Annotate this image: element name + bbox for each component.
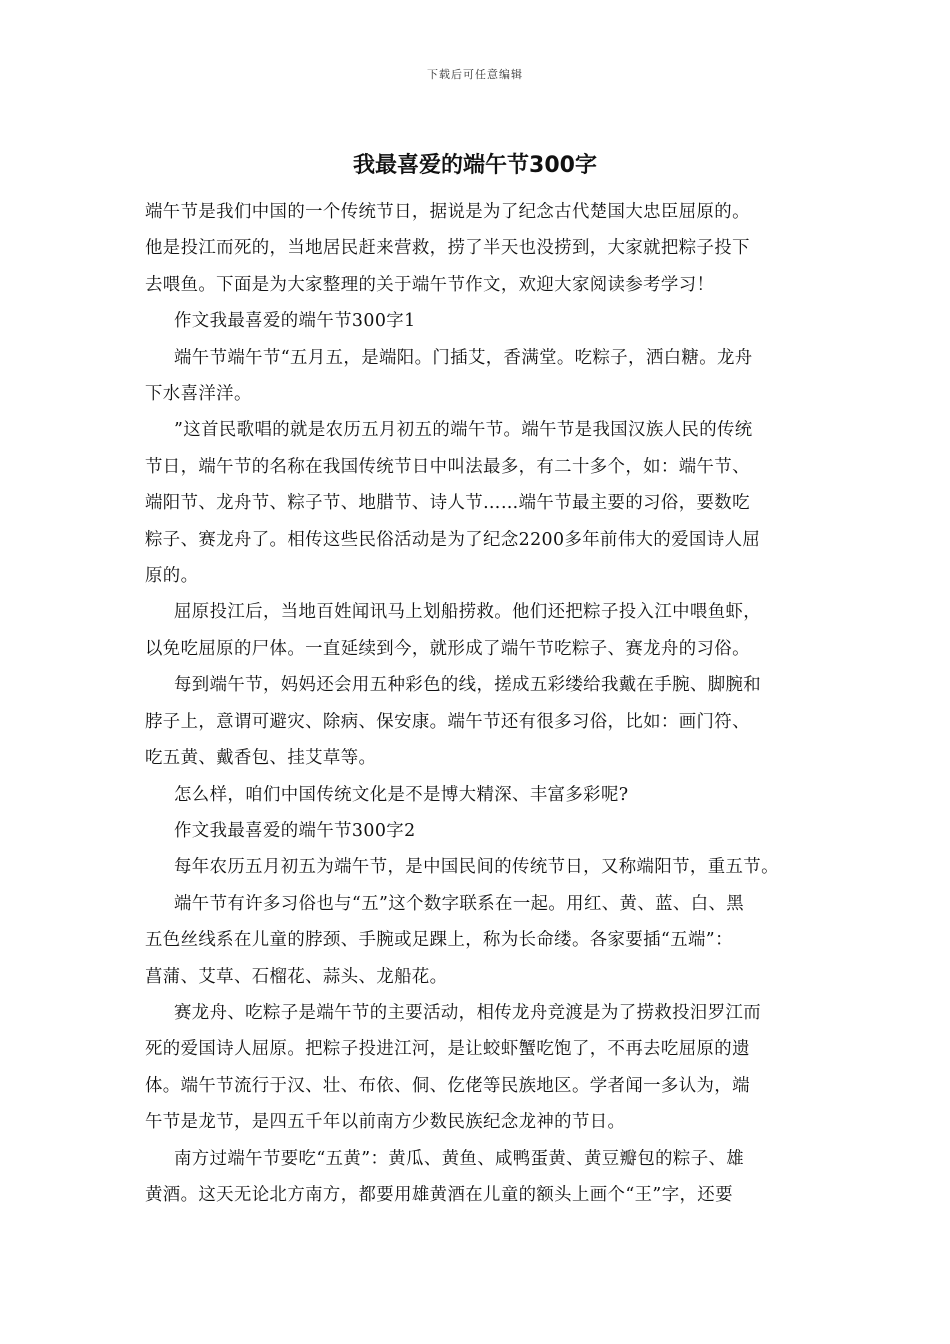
text-line: 下水喜洋洋。	[145, 384, 252, 405]
text-line: 节日，端午节的名称在我国传统节日中叫法最多，有二十多个，如：端午节、	[145, 456, 750, 477]
text-line: 赛龙舟、吃粽子是端午节的主要活动，相传龙舟竞渡是为了捞救投汨罗江而	[174, 1002, 762, 1023]
text-line: 原的。	[145, 566, 199, 587]
text-line: 端阳节、龙舟节、粽子节、地腊节、诗人节……端午节最主要的习俗，要数吃	[145, 493, 750, 514]
text-line: 以免吃屈原的尸体。一直延续到今，就形成了端午节吃粽子、赛龙舟的习俗。	[145, 638, 750, 659]
text-line: 午节是龙节，是四五千年以前南方少数民族纪念龙神的节日。	[145, 1112, 626, 1133]
text-line: 南方过端午节要吃“五黄”：黄瓜、黄鱼、咸鸭蛋黄、黄豆瓣包的粽子、雄	[174, 1148, 745, 1169]
text-line: 死的爱国诗人屈原。把粽子投进江河，是让蛟虾蟹吃饱了，不再去吃屈原的遗	[145, 1039, 750, 1060]
text-line: 端午节是我们中国的一个传统节日，据说是为了纪念古代楚国大忠臣屈原的。	[145, 202, 750, 222]
page-title: 我最喜爱的端午节300字	[353, 153, 597, 178]
text-line: 端午节有许多习俗也与“五”这个数字联系在一起。用红、黄、蓝、白、黑	[174, 893, 745, 914]
text-line: 他是投江而死的，当地居民赶来营救，捞了半天也没捞到，大家就把粽子投下	[145, 238, 750, 259]
text-line: 粽子、赛龙舟了。相传这些民俗活动是为了纪念2200多年前伟大的爱国诗人屈	[145, 529, 761, 550]
text-line: 体。端午节流行于汉、壮、布依、侗、仡佬等民族地区。学者闻一多认为，端	[145, 1075, 750, 1096]
text-line: 作文我最喜爱的端午节300字2	[174, 820, 416, 841]
text-line: 去喂鱼。下面是为大家整理的关于端午节作文，欢迎大家阅读参考学习！	[145, 274, 715, 295]
text-line: 每年农历五月初五为端午节，是中国民间的传统节日，又称端阳节，重五节。	[174, 857, 779, 878]
text-line: 端午节端午节“五月五，是端阳。门插艾，香满堂。吃粽子，洒白糖。龙舟	[174, 347, 753, 368]
text-line: 五色丝线系在儿童的脖颈、手腕或足踝上，称为长命缕。各家要插“五端”：	[145, 930, 733, 951]
text-line: 脖子上，意谓可避灾、除病、保安康。端午节还有很多习俗，比如：画门符、	[145, 711, 750, 732]
text-line: ”这首民歌唱的就是农历五月初五的端午节。端午节是我国汉族人民的传统	[174, 420, 753, 441]
text-line: 作文我最喜爱的端午节300字1	[174, 311, 416, 332]
text-line: 黄酒。这天无论北方南方，都要用雄黄酒在儿童的额头上画个“王”字，还要	[145, 1184, 733, 1205]
text-line: 怎么样，咱们中国传统文化是不是博大精深、丰富多彩呢?	[174, 784, 629, 805]
text-line: 菖蒲、艾草、石榴花、蒜头、龙船花。	[145, 966, 448, 987]
document-body	[145, 194, 815, 1213]
text-line: 屈原投江后，当地百姓闻讯马上划船捞救。他们还把粽子投入江中喂鱼虾，	[174, 602, 762, 623]
text-line: 每到端午节，妈妈还会用五种彩色的线，搓成五彩缕给我戴在手腕、脚腕和	[174, 675, 762, 696]
header-note: 下载后可任意编辑	[427, 68, 523, 81]
text-line: 吃五黄、戴香包、挂艾草等。	[145, 748, 377, 769]
